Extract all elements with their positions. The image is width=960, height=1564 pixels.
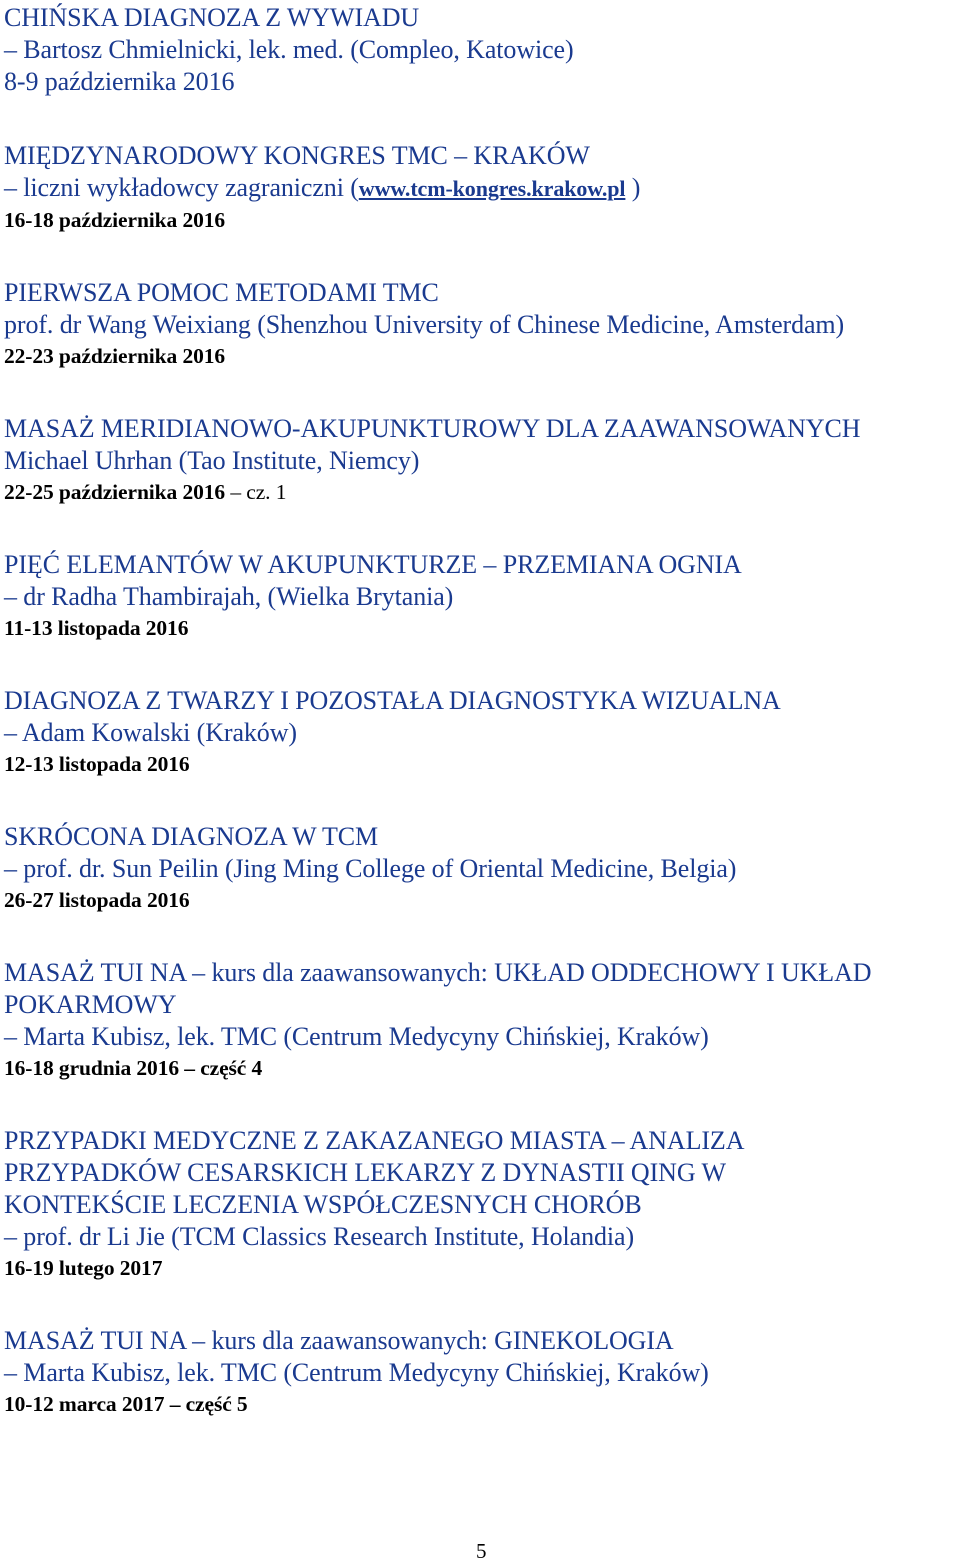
course-date: 22-23 października 2016 — [4, 344, 226, 368]
course-entry — [4, 413, 960, 507]
course-speaker: – dr Radha Thambirajah, (Wielka Brytania) — [4, 582, 454, 611]
course-entry — [4, 549, 960, 643]
course-date: 11-13 listopada 2016 — [4, 616, 189, 640]
course-date: 16-19 lutego 2017 — [4, 1256, 163, 1280]
course-title: MIĘDZYNARODOWY KONGRES TMC – KRAKÓW — [4, 141, 590, 170]
course-date: 12-13 listopada 2016 — [4, 752, 190, 776]
course-date: 8-9 października 2016 — [4, 67, 235, 96]
course-title: DIAGNOZA Z TWARZY I POZOSTAŁA DIAGNOSTYKA WIZUALNA — [4, 686, 781, 715]
course-date: 26-27 listopada 2016 — [4, 888, 190, 912]
course-speaker: prof. dr Wang Weixiang (Shenzhou University of Chinese Medicine, Amsterdam) — [4, 310, 845, 339]
congress-website-link[interactable]: www.tcm-kongres.krakow.pl — [358, 176, 626, 201]
course-speaker: – Bartosz Chmielnicki, lek. med. (Compleo, Katowice) — [4, 35, 574, 64]
course-title-continued: PRZYPADKÓW CESARSKICH LEKARZY Z DYNASTII QING W — [4, 1158, 726, 1187]
course-title: SKRÓCONA DIAGNOZA W TCM — [4, 822, 379, 851]
course-entry — [4, 685, 960, 779]
page-number: 5 — [476, 1539, 487, 1563]
course-entry — [4, 821, 960, 915]
course-speaker: – Adam Kowalski (Kraków) — [4, 718, 297, 747]
course-title: MASAŻ TUI NA – kurs dla zaawansowanych: GINEKOLOGIA — [4, 1326, 674, 1355]
document-page — [4, 2, 960, 1461]
course-title: MASAŻ TUI NA – kurs dla zaawansowanych: UKŁAD ODDECHOWY I UKŁAD — [4, 958, 872, 987]
course-date-line — [4, 477, 960, 507]
course-date: 22-25 października 2016 — [4, 480, 226, 504]
course-entry — [4, 140, 960, 235]
course-part: – cz. 1 — [225, 480, 287, 504]
course-title: PIERWSZA POMOC METODAMI TMC — [4, 278, 439, 307]
course-title-continued: POKARMOWY — [4, 990, 177, 1019]
course-title: MASAŻ MERIDIANOWO-AKUPUNKTUROWY DLA ZAAWANSOWANYCH — [4, 414, 861, 443]
course-speaker: – prof. dr Li Jie (TCM Classics Research Institute, Holandia) — [4, 1222, 635, 1251]
speaker-text: – liczni wykładowcy zagraniczni ( — [4, 173, 359, 202]
course-entry — [4, 957, 960, 1083]
course-date: 10-12 marca 2017 – część 5 — [4, 1392, 248, 1416]
course-speaker — [4, 172, 960, 205]
course-entry — [4, 277, 960, 371]
speaker-text-closing: ) — [625, 173, 641, 202]
course-speaker: – Marta Kubisz, lek. TMC (Centrum Medycyny Chińskiej, Kraków) — [4, 1358, 709, 1387]
course-title: PIĘĆ ELEMANTÓW W AKUPUNKTURZE – PRZEMIANA OGNIA — [4, 550, 742, 579]
course-speaker: – prof. dr. Sun Peilin (Jing Ming College of Oriental Medicine, Belgia) — [4, 854, 737, 883]
course-date: 16-18 października 2016 — [4, 208, 226, 232]
course-entry — [4, 2, 960, 98]
course-title: PRZYPADKI MEDYCZNE Z ZAKAZANEGO MIASTA – ANALIZA — [4, 1126, 745, 1155]
course-date: 16-18 grudnia 2016 – część 4 — [4, 1056, 263, 1080]
course-title: CHIŃSKA DIAGNOZA Z WYWIADU — [4, 3, 420, 32]
course-speaker: Michael Uhrhan (Tao Institute, Niemcy) — [4, 446, 420, 475]
course-title-continued: KONTEKŚCIE LECZENIA WSPÓŁCZESNYCH CHORÓB — [4, 1190, 642, 1219]
course-entry — [4, 1125, 960, 1283]
course-entry — [4, 1325, 960, 1419]
course-speaker: – Marta Kubisz, lek. TMC (Centrum Medycyny Chińskiej, Kraków) — [4, 1022, 709, 1051]
